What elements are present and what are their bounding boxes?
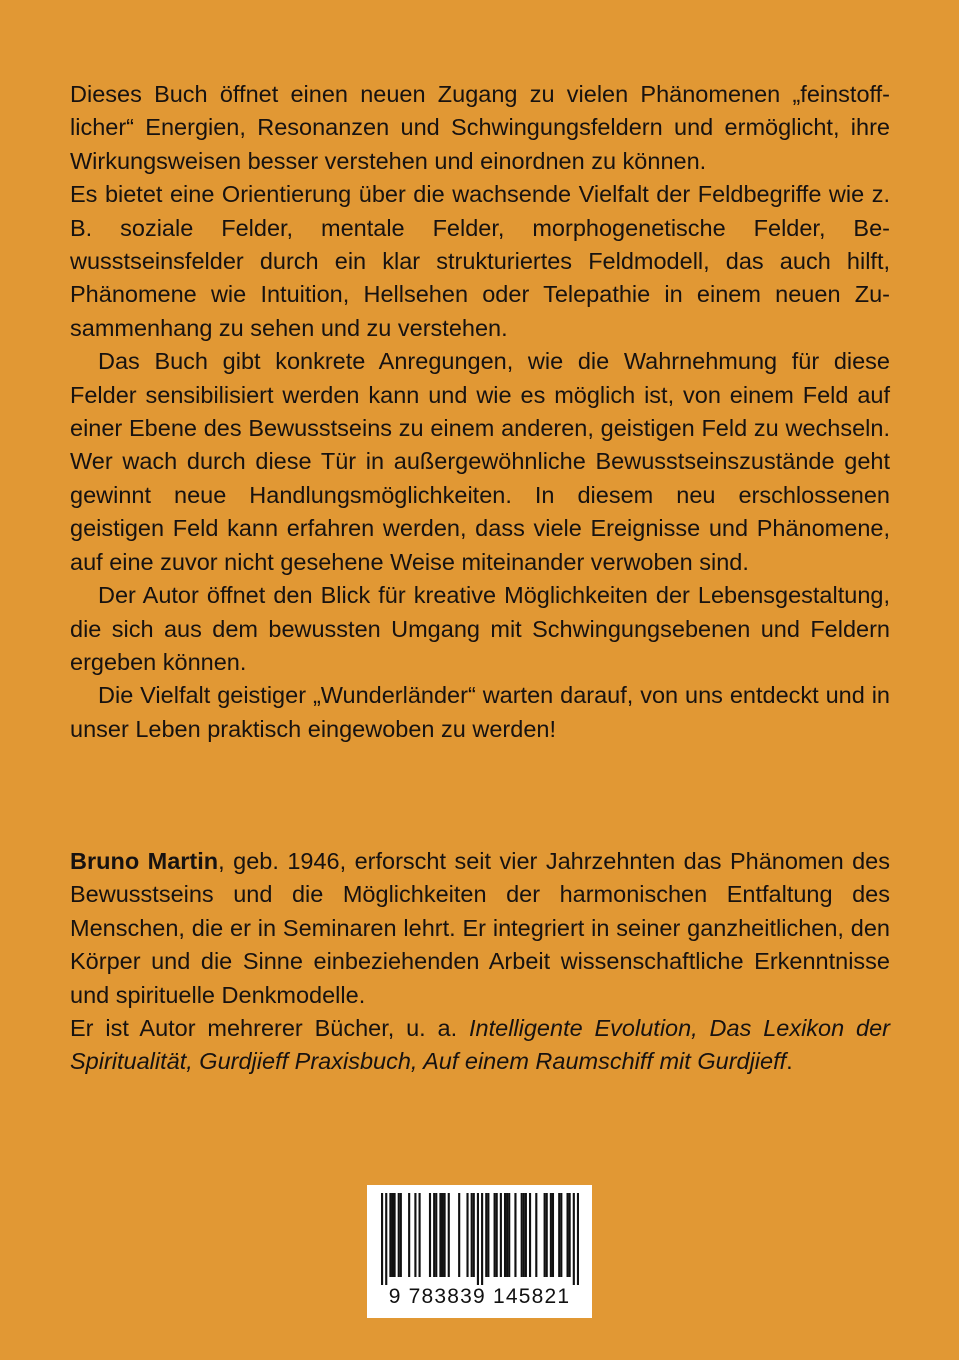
barcode-bar — [441, 1193, 443, 1277]
barcode-guard-bar — [385, 1193, 387, 1285]
barcode-bar — [525, 1193, 527, 1277]
barcode-bar — [419, 1193, 421, 1277]
barcode-guard-bar — [481, 1193, 483, 1285]
blurb-paragraph-2: Es bietet eine Orientierung über die wachsende Vielfalt der Feldbegriffe wie z. B. soziale Felder, mentale Felder, morphogenetische Felder, Bewusstseinsfelder durch ein klar strukturiertes Feldmodell, das auch hilft, Phänomene wie Intuition, Hellsehen oder Telepathie in einem neuen Zusammenhang zu sehen und zu verstehen. — [70, 181, 890, 341]
barcode-bars — [381, 1193, 579, 1285]
author-books-end: . — [786, 1048, 793, 1075]
blurb-paragraph-4: Der Autor öffnet den Blick für kreative Möglichkeiten der Lebensgestaltung, die sich aus dem bewussten Umgang mit Schwingungsebenen und Feldern ergeben können. — [70, 582, 890, 675]
author-books-intro: Er ist Autor mehrerer Bücher, u. a. — [70, 1015, 469, 1042]
barcode-guard-bar — [381, 1193, 383, 1285]
barcode-bar — [558, 1193, 560, 1277]
barcode-bar — [389, 1193, 391, 1277]
isbn-number: 9 783839 145821 — [388, 1285, 571, 1308]
author-books-paragraph — [70, 1012, 890, 1079]
barcode-guard-bar — [477, 1193, 479, 1285]
author-books-titles: Intelligente Evolution, Das Lexikon der Spiritualität, Gurdjieff Praxisbuch, Auf einem Raumschiff mit Gurdjieff — [70, 1015, 890, 1075]
barcode-bar — [439, 1193, 441, 1277]
blurb-paragraph-5: Die Vielfalt geistiger „Wunderländer“ warten darauf, von uns entdeckt und in unser Leben praktisch eingewoben zu werden! — [70, 682, 890, 742]
barcode-bar — [408, 1193, 410, 1277]
barcode-guard-bar — [573, 1193, 575, 1285]
author-bio-text: , geb. 1946, erforscht seit vier Jahrzehnten das Phänomen des Bewusstseins und die Möglichkeiten der harmonischen Entfaltung des Menschen, die er in Seminaren lehrt. Er integriert in seiner ganzheitlichen, den Körper und die Sinne einbeziehenden Arbeit wissenschaftliche Erkenntnisse und spirituelle Denkmodelle. — [70, 848, 890, 1008]
barcode-bar — [400, 1193, 402, 1277]
barcode-bar — [523, 1193, 525, 1277]
barcode-guard-bar — [577, 1193, 579, 1285]
barcode-bar — [494, 1193, 496, 1277]
barcode-bar — [560, 1193, 562, 1277]
blurb-text — [70, 78, 890, 746]
blurb-paragraph-1: Dieses Buch öffnet einen neuen Zugang zu vielen Phänomenen „feinstofflicher“ Energien, Resonanzen und Schwingungsfeldern und ermöglicht, ihre Wirkungsweisen besser verstehen und einordnen zu können. — [70, 81, 890, 174]
blurb-paragraph-3: Das Buch gibt konkrete Anregungen, wie die Wahrnehmung für diese Felder sensibilisiert werden kann und wie es möglich ist, von einem Feld auf einer Ebene des Bewusstseins zu einem anderen, geistigen Feld zu wechseln. Wer wach durch diese Tür in außergewöhnliche Bewusstseinszustände geht gewinnt neue Handlungsmöglichkeiten. In diesem neu erschlossenen geistigen Feld kann erfahren werden, dass viele Ereignisse und Phänomene, auf eine zuvor nicht gesehene Weise miteinander verwoben sind. — [70, 348, 890, 575]
barcode-bar — [508, 1193, 510, 1277]
barcode-bar — [433, 1193, 435, 1277]
barcode-bar — [552, 1193, 554, 1277]
barcode-bar — [521, 1193, 523, 1277]
barcode-bar — [487, 1193, 489, 1277]
barcode-bar — [435, 1193, 437, 1277]
author-bio — [70, 845, 890, 1079]
barcode-bar — [566, 1193, 568, 1277]
barcode-bar — [496, 1193, 498, 1277]
barcode-bar — [535, 1193, 537, 1277]
barcode-bar — [458, 1193, 460, 1277]
barcode-bar — [506, 1193, 508, 1277]
barcode-bar — [473, 1193, 475, 1277]
barcode-bar — [429, 1193, 431, 1277]
barcode-bar — [550, 1193, 552, 1277]
barcode-bar — [466, 1193, 468, 1277]
barcode-bar — [394, 1193, 396, 1277]
barcode-bar — [514, 1193, 516, 1277]
barcode-bar — [500, 1193, 502, 1277]
author-name: Bruno Martin — [70, 848, 219, 874]
barcode-bar — [444, 1193, 446, 1277]
barcode-bar — [414, 1193, 416, 1277]
barcode-bar — [448, 1193, 450, 1277]
author-bio-paragraph — [70, 845, 890, 1012]
barcode-bar — [398, 1193, 400, 1277]
barcode-bar — [546, 1193, 548, 1277]
barcode-bar — [391, 1193, 393, 1277]
barcode-bar — [529, 1193, 531, 1277]
barcode-bar — [485, 1193, 487, 1277]
barcode-bar — [504, 1193, 506, 1277]
barcode-bar — [544, 1193, 546, 1277]
barcode-bar — [471, 1193, 473, 1277]
isbn-barcode — [367, 1185, 592, 1318]
barcode-bar — [569, 1193, 571, 1277]
